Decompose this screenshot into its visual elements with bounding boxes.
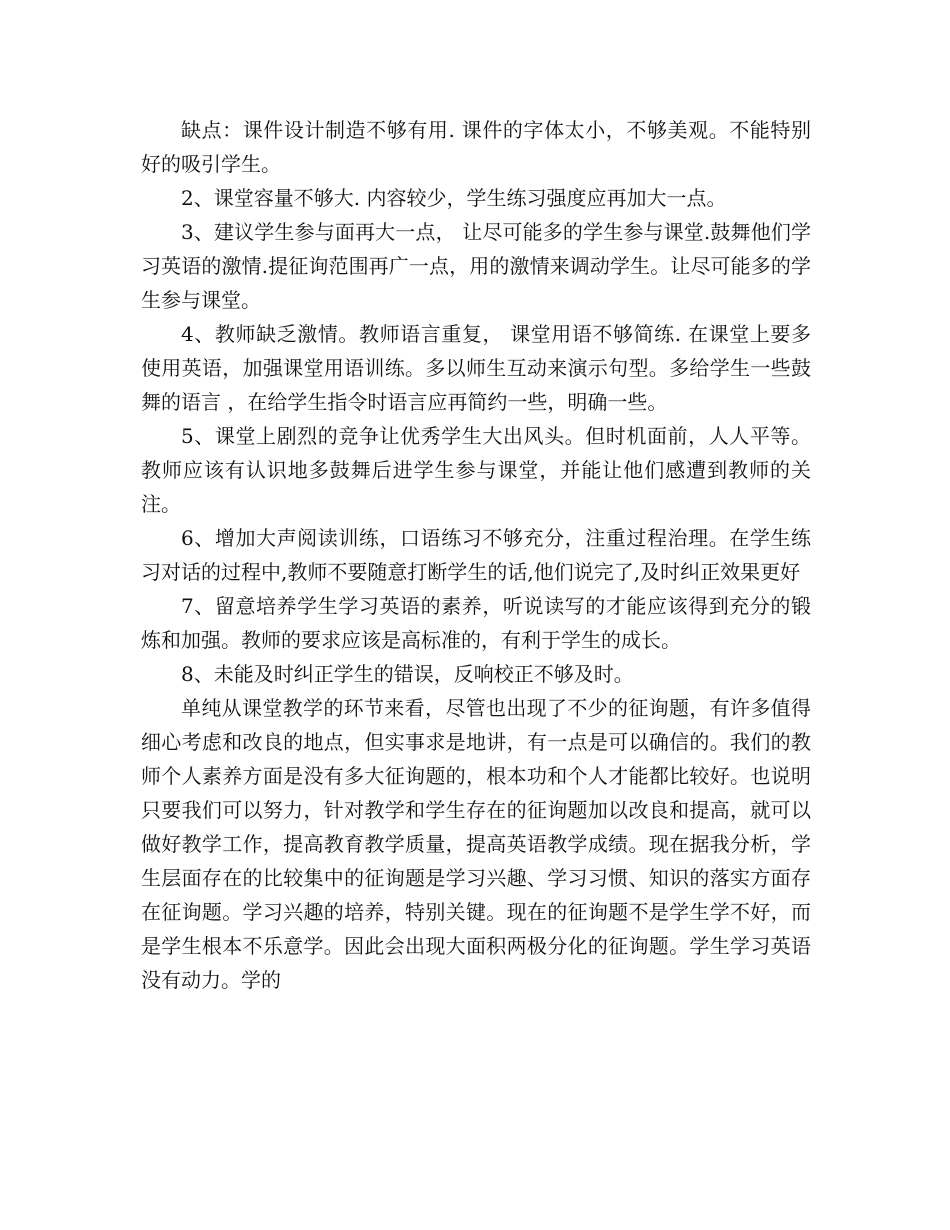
paragraph-item-3: 3、建议学生参与面再大一点， 让尽可能多的学生参与课堂.鼓舞他们学习英语的激情.提征询范围再广一点，用的激情来调动学生。让尽可能多的学生参与课堂。 [141, 220, 811, 312]
paragraph-item-4: 4、教师缺乏激情。教师语言重复， 课堂用语不够简练. 在课堂上要多使用英语，加强课堂用语训练。多以师生互动来演示句型。多给学生一些鼓舞的语言 ，在给学生指令时语言应再简约一些，明确一些。 [141, 322, 811, 414]
paragraph-item-6: 6、增加大声阅读训练，口语练习不够充分，注重过程治理。在学生练习对话的过程中,教师不要随意打断学生的话,他们说完了,及时纠正效果更好 [141, 526, 811, 584]
paragraph-item-5: 5、课堂上剧烈的竞争让优秀学生大出风头。但时机面前，人人平等。教师应该有认识地多鼓舞后进学生参与课堂，并能让他们感遭到教师的关注。 [141, 424, 811, 516]
paragraph-item-8: 8、未能及时纠正学生的错误，反响校正不够及时。 [181, 662, 634, 686]
paragraph-item-7: 7、留意培养学生学习英语的素养，听说读写的才能应该得到充分的锻炼和加强。教师的要求应该是高标准的，有利于学生的成长。 [141, 594, 811, 652]
paragraph-shortcomings: 缺点：课件设计制造不够有用. 课件的字体太小，不够美观。不能特别好的吸引学生。 [141, 118, 811, 176]
paragraph-item-2: 2、课堂容量不够大. 内容较少，学生练习强度应再加大一点。 [181, 186, 727, 210]
document-body [141, 113, 811, 997]
paragraph-summary: 单纯从课堂教学的环节来看，尽管也出现了不少的征询题，有许多值得细心考虑和改良的地点，但实事求是地讲，有一点是可以确信的。我们的教师个人素养方面是没有多大征询题的，根本功和个人才能都比较好。也说明只要我们可以努力，针对教学和学生存在的征询题加以改良和提高，就可以做好教学工作，提高教育教学质量，提高英语教学成绩。现在据我分析，学生层面存在的比较集中的征询题是学习兴趣、学习习惯、知识的落实方面存在征询题。学习兴趣的培养，特别关键。现在的征询题不是学生学不好，而是学生根本不乐意学。因此会出现大面积两极分化的征询题。学生学习英语没有动力。学的 [141, 696, 811, 992]
